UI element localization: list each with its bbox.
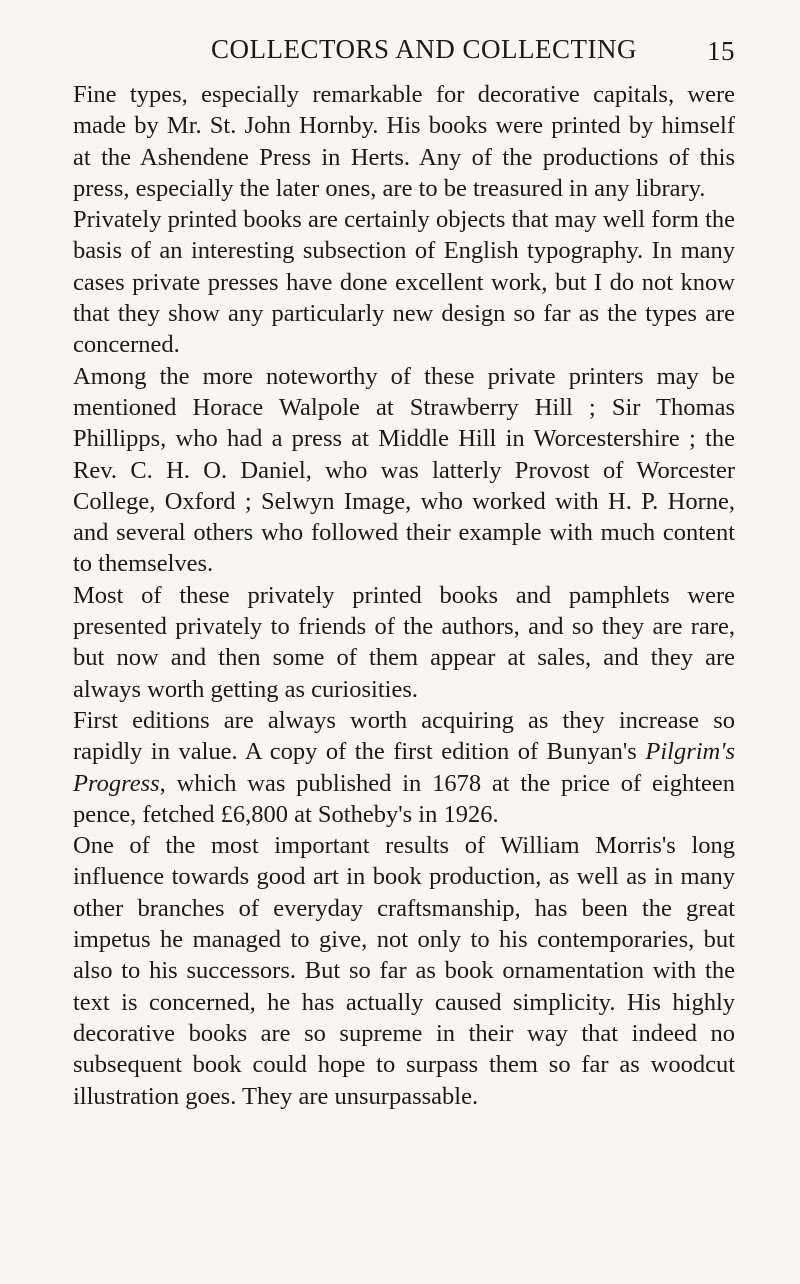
paragraph-first-editions — [73, 705, 735, 830]
first-editions-text-before: First editions are always worth acquiring as they increase so rapidly in value. A copy of the first edition of Bunyan's — [73, 706, 735, 766]
running-head-title: COLLECTORS AND COLLECTING — [210, 34, 637, 64]
book-page — [73, 33, 735, 1112]
running-head — [73, 33, 735, 73]
body-text — [73, 79, 735, 1112]
paragraph-privately-printed-books: Privately printed books are certainly objects that may well form the basis of an interesting subsection of English typography. In many cases private presses have done excellent work, but I do not know that they show any particularly new design so far as the types are concerned. — [73, 206, 735, 359]
first-editions-text-after: , which was published in 1678 at the price of eighteen pence, fetched £6,800 at Sotheby's in 1926. — [73, 769, 735, 828]
paragraph-private-printers: Among the more noteworthy of these private printers may be mentioned Horace Walpole at Strawberry Hill ; Sir Thomas Phillipps, who had a press at Middle Hill in Worcestershire ; the Rev. C. H. O. Daniel, who was latterly Provost of Worcester College, Oxford ; Selwyn Image, who worked with H. P. Horne, and several others who followed their example with much content to themselves. — [73, 362, 735, 578]
book-title-italic: Pilgrim's Progress — [73, 738, 735, 797]
paragraph-william-morris: One of the most important results of William Morris's long influence towards good art in book production, as well as in many other branches of everyday craftsmanship, has been the great impetus he managed to give, not only to his contemporaries, but also to his successors. But so far as book ornamentation with the text is concerned, he has actually caused simplicity. His highly decorative books are so supreme in their way that indeed no subsequent book could hope to surpass them so far as woodcut illustration goes. They are unsurpassable. — [73, 832, 735, 1110]
paragraph-pamphlets: Most of these privately printed books and pamphlets were presented privately to friends of the authors, and so they are rare, but now and then some of them appear at sales, and they are always worth getting as curiosities. — [73, 581, 735, 703]
paragraph-ashendene-press: Fine types, especially remarkable for decorative capitals, were made by Mr. St. John Hornby. His books were printed by himself at the Ashendene Press in Herts. Any of the productions of this press, especially the later ones, are to be treasured in any library. — [73, 81, 735, 202]
page-number: 15 — [707, 36, 735, 66]
